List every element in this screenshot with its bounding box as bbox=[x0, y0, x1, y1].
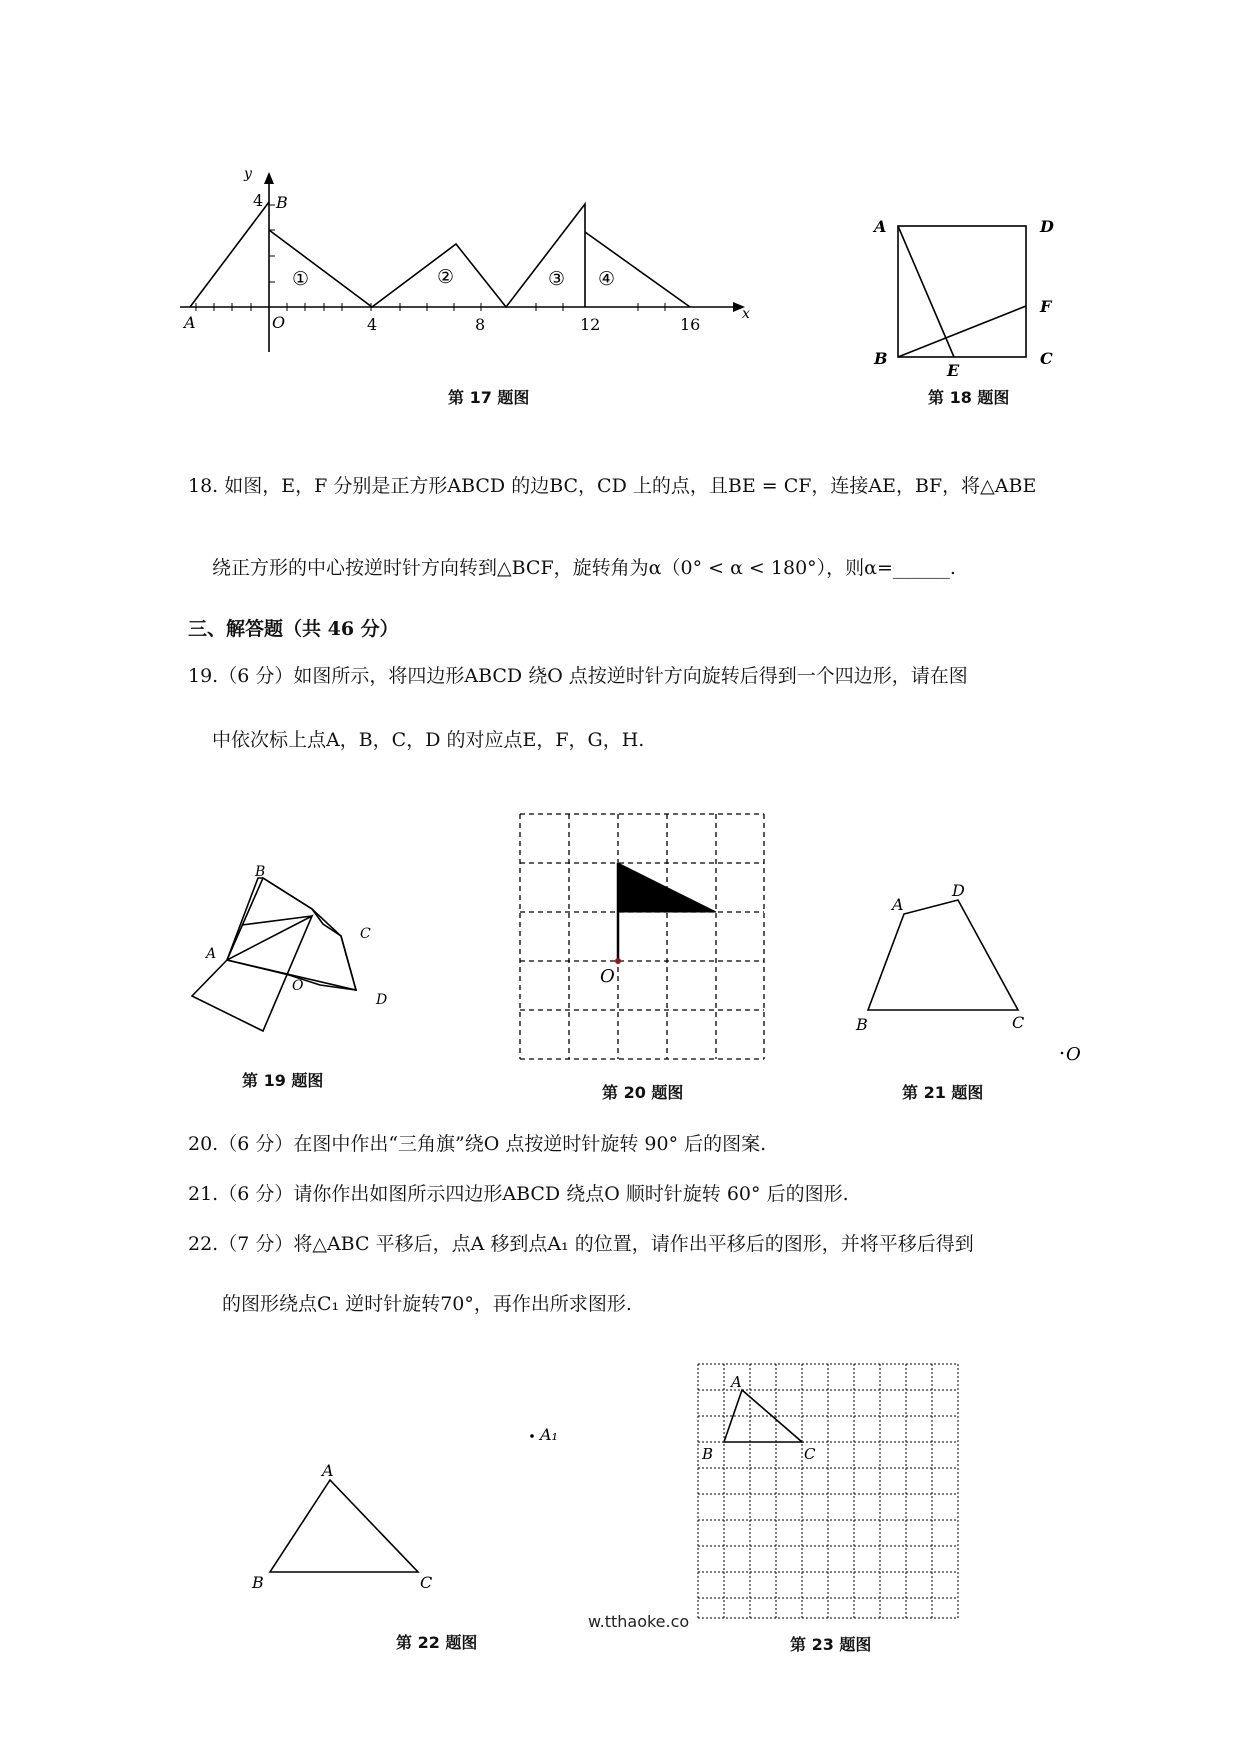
point-a1-label: A₁ bbox=[540, 1425, 558, 1444]
question-19-line1: 19.（6 分）如图所示，将四边形ABCD 绕O 点按逆时针方向旋转后得到一个四边形，请在图 bbox=[188, 665, 968, 687]
tick-label: 16 bbox=[680, 315, 701, 334]
point-b-label: B bbox=[255, 864, 266, 880]
figure-18-caption: 第 18 题图 bbox=[928, 388, 1010, 407]
point-o-label: O bbox=[1066, 1044, 1081, 1065]
point-a-label: A bbox=[874, 217, 887, 236]
section-title: 三、解答题（共 46 分） bbox=[188, 618, 399, 640]
question-19-line2: 中依次标上点A，B，C，D 的对应点E，F，G，H. bbox=[212, 729, 645, 751]
y-value-4: 4 bbox=[253, 191, 264, 210]
figure-17 bbox=[180, 170, 770, 380]
region-label: ① bbox=[292, 268, 310, 290]
point-o-label: O bbox=[292, 978, 304, 994]
point-c-label: C bbox=[420, 1573, 433, 1592]
point-b-label: B bbox=[252, 1573, 264, 1592]
figure-23 bbox=[696, 1362, 960, 1622]
figure-22 bbox=[240, 1420, 570, 1600]
point-c-label: C bbox=[1040, 349, 1053, 368]
point-b-label: B bbox=[276, 193, 288, 212]
point-a-label: A bbox=[731, 1373, 742, 1391]
region-label: ② bbox=[437, 266, 455, 288]
tick-label: 12 bbox=[580, 315, 601, 334]
point-f-label: F bbox=[1040, 297, 1052, 316]
tick-label: 8 bbox=[475, 315, 486, 334]
point-c-label: C bbox=[1012, 1013, 1025, 1032]
point-d-label: D bbox=[952, 881, 965, 900]
question-21: 21.（6 分）请你作出如图所示四边形ABCD 绕点O 顺时针旋转 60° 后的图形. bbox=[188, 1183, 849, 1205]
point-a-label: A bbox=[892, 895, 904, 914]
watermark: w.tthaoke.co bbox=[588, 1612, 690, 1631]
point-b-label: B bbox=[874, 349, 888, 368]
region-label: ③ bbox=[548, 268, 566, 290]
point-d-label: D bbox=[1040, 217, 1054, 236]
region-label: ④ bbox=[598, 268, 616, 290]
tick-label: 4 bbox=[367, 315, 378, 334]
figure-17-caption: 第 17 题图 bbox=[448, 388, 530, 407]
origin-label: O bbox=[272, 313, 286, 332]
question-18-line1: 18. 如图，E，F 分别是正方形ABCD 的边BC，CD 上的点，且BE = CF，连接AE，BF，将△ABE bbox=[188, 475, 1037, 497]
figure-21 bbox=[840, 870, 1090, 1070]
question-22-line1: 22.（7 分）将△ABC 平移后，点A 移到点A₁ 的位置，请作出平移后的图形，并将平移后得到 bbox=[188, 1233, 974, 1255]
point-o-label: O bbox=[600, 966, 615, 987]
figure-18 bbox=[868, 208, 1068, 378]
point-a-label: A bbox=[184, 313, 196, 332]
point-c-label: C bbox=[804, 1445, 816, 1463]
x-axis-label: x bbox=[742, 306, 750, 322]
point-a-label: A bbox=[322, 1461, 334, 1480]
question-18-line2: 绕正方形的中心按逆时针方向转到△BCF，旋转角为α（0° < α < 180°），则α=______. bbox=[212, 557, 956, 579]
point-d-label: D bbox=[376, 992, 388, 1008]
figure-20 bbox=[518, 812, 768, 1072]
point-b-label: B bbox=[702, 1445, 714, 1463]
figure-19 bbox=[180, 860, 410, 1045]
figure-20-caption: 第 20 题图 bbox=[602, 1083, 684, 1102]
y-axis-label: y bbox=[244, 170, 252, 182]
figure-19-caption: 第 19 题图 bbox=[242, 1071, 324, 1090]
point-a-label: A bbox=[206, 946, 217, 962]
figure-22-caption: 第 22 题图 bbox=[396, 1633, 478, 1652]
point-c-label: C bbox=[360, 926, 371, 942]
point-b-label: B bbox=[856, 1015, 868, 1034]
figure-23-caption: 第 23 题图 bbox=[790, 1635, 872, 1654]
question-20: 20.（6 分）在图中作出“三角旗”绕O 点按逆时针旋转 90° 后的图案. bbox=[188, 1133, 767, 1155]
figure-21-caption: 第 21 题图 bbox=[902, 1083, 984, 1102]
point-e-label: E bbox=[947, 361, 960, 378]
question-22-line2: 的图形绕点C₁ 逆时针旋转70°，再作出所求图形. bbox=[222, 1293, 632, 1315]
